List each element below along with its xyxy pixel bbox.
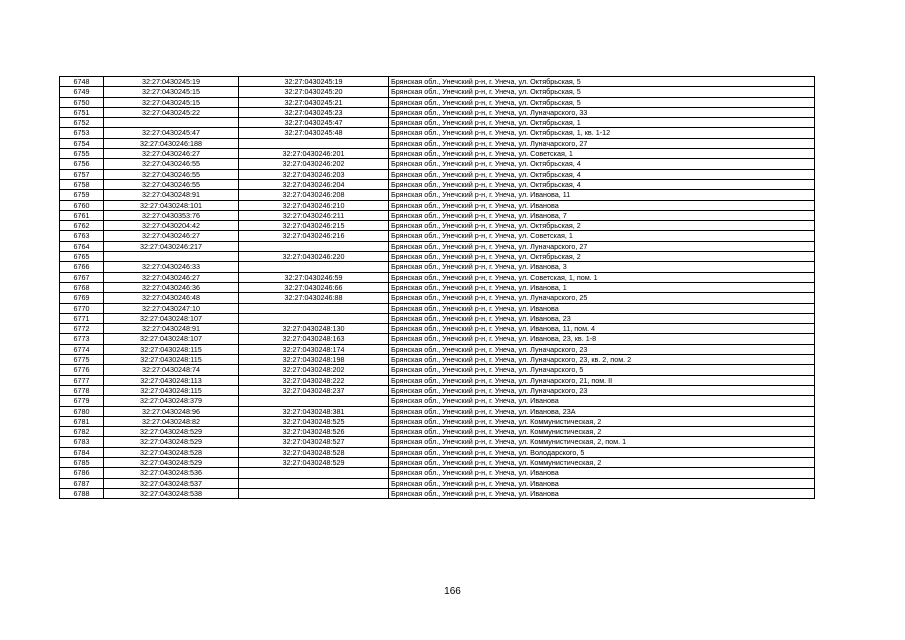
- cadastral-number-cell: 32:27:0430248:529: [104, 437, 239, 447]
- related-cadastral-number-cell: 32:27:0430248:174: [239, 344, 389, 354]
- address-cell: Брянская обл., Унечский р-н, г. Унеча, ул. Иванова, 7: [389, 210, 815, 220]
- table-row: [60, 375, 815, 385]
- cadastral-number-cell: 32:27:0430248:528: [104, 447, 239, 457]
- cadastral-number-cell: 32:27:0430248:107: [104, 313, 239, 323]
- row-number-cell: 6750: [60, 97, 104, 107]
- address-cell: Брянская обл., Унечский р-н, г. Унеча, ул. Луначарского, 23, кв. 2, пом. 2: [389, 355, 815, 365]
- address-cell: Брянская обл., Унечский р-н, г. Унеча, ул. Октябрьская, 1: [389, 118, 815, 128]
- address-cell: Брянская обл., Унечский р-н, г. Унеча, ул. Луначарского, 23: [389, 385, 815, 395]
- row-number-cell: 6773: [60, 334, 104, 344]
- table-row: [60, 221, 815, 231]
- row-number-cell: 6786: [60, 468, 104, 478]
- cadastral-number-cell: [104, 252, 239, 262]
- related-cadastral-number-cell: 32:27:0430246:220: [239, 252, 389, 262]
- related-cadastral-number-cell: [239, 262, 389, 272]
- address-cell: Брянская обл., Унечский р-н, г. Унеча, ул. Иванова: [389, 488, 815, 498]
- cadastral-number-cell: 32:27:0430248:115: [104, 355, 239, 365]
- related-cadastral-number-cell: 32:27:0430245:48: [239, 128, 389, 138]
- cadastral-number-cell: 32:27:0430248:537: [104, 478, 239, 488]
- row-number-cell: 6764: [60, 241, 104, 251]
- address-cell: Брянская обл., Унечский р-н, г. Унеча, ул. Коммунистическая, 2, пом. 1: [389, 437, 815, 447]
- cadastral-number-cell: [104, 118, 239, 128]
- cadastral-number-cell: 32:27:0430246:217: [104, 241, 239, 251]
- row-number-cell: 6758: [60, 179, 104, 189]
- related-cadastral-number-cell: 32:27:0430245:21: [239, 97, 389, 107]
- related-cadastral-number-cell: 32:27:0430246:208: [239, 190, 389, 200]
- table-row: [60, 313, 815, 323]
- cadastral-number-cell: 32:27:0430246:55: [104, 159, 239, 169]
- table-row: [60, 303, 815, 313]
- related-cadastral-number-cell: 32:27:0430246:59: [239, 272, 389, 282]
- row-number-cell: 6756: [60, 159, 104, 169]
- address-cell: Брянская обл., Унечский р-н, г. Унеча, ул. Коммунистическая, 2: [389, 427, 815, 437]
- related-cadastral-number-cell: [239, 303, 389, 313]
- table-row: [60, 282, 815, 292]
- cadastral-number-cell: 32:27:0430245:15: [104, 97, 239, 107]
- related-cadastral-number-cell: 32:27:0430245:20: [239, 87, 389, 97]
- table-row: [60, 179, 815, 189]
- cadastral-number-cell: 32:27:0430245:22: [104, 107, 239, 117]
- cadastral-number-cell: 32:27:0430245:15: [104, 87, 239, 97]
- table-row: [60, 262, 815, 272]
- row-number-cell: 6780: [60, 406, 104, 416]
- related-cadastral-number-cell: [239, 396, 389, 406]
- related-cadastral-number-cell: [239, 241, 389, 251]
- related-cadastral-number-cell: 32:27:0430248:222: [239, 375, 389, 385]
- cadastral-number-cell: 32:27:0430246:27: [104, 149, 239, 159]
- row-number-cell: 6768: [60, 282, 104, 292]
- table-row: [60, 252, 815, 262]
- cadastral-number-cell: 32:27:0430248:107: [104, 334, 239, 344]
- table-row: [60, 77, 815, 87]
- table-row: [60, 200, 815, 210]
- cadastral-number-cell: 32:27:0430248:115: [104, 385, 239, 395]
- address-cell: Брянская обл., Унечский р-н, г. Унеча, ул. Луначарского, 33: [389, 107, 815, 117]
- row-number-cell: 6775: [60, 355, 104, 365]
- row-number-cell: 6753: [60, 128, 104, 138]
- table-row: [60, 231, 815, 241]
- cadastral-number-cell: 32:27:0430245:47: [104, 128, 239, 138]
- cadastral-number-cell: 32:27:0430248:538: [104, 488, 239, 498]
- related-cadastral-number-cell: [239, 313, 389, 323]
- cadastral-number-cell: 32:27:0430248:536: [104, 468, 239, 478]
- table-row: [60, 365, 815, 375]
- row-number-cell: 6752: [60, 118, 104, 128]
- row-number-cell: 6776: [60, 365, 104, 375]
- table-row: [60, 159, 815, 169]
- address-cell: Брянская обл., Унечский р-н, г. Унеча, ул. Октябрьская, 2: [389, 221, 815, 231]
- row-number-cell: 6748: [60, 77, 104, 87]
- page-number: 166: [444, 586, 461, 597]
- row-number-cell: 6769: [60, 293, 104, 303]
- address-cell: Брянская обл., Унечский р-н, г. Унеча, ул. Октябрьская, 5: [389, 87, 815, 97]
- table-row: [60, 437, 815, 447]
- table-row: [60, 334, 815, 344]
- cadastral-number-cell: 32:27:0430246:48: [104, 293, 239, 303]
- address-cell: Брянская обл., Унечский р-н, г. Унеча, ул. Коммунистическая, 2: [389, 457, 815, 467]
- address-cell: Брянская обл., Унечский р-н, г. Унеча, ул. Советская, 1: [389, 149, 815, 159]
- row-number-cell: 6766: [60, 262, 104, 272]
- cadastral-number-cell: 32:27:0430246:27: [104, 231, 239, 241]
- row-number-cell: 6767: [60, 272, 104, 282]
- table-row: [60, 169, 815, 179]
- address-cell: Брянская обл., Унечский р-н, г. Унеча, ул. Октябрьская, 4: [389, 179, 815, 189]
- table-row: [60, 385, 815, 395]
- address-cell: Брянская обл., Унечский р-н, г. Унеча, ул. Иванова, 23: [389, 313, 815, 323]
- cadastral-number-cell: 32:27:0430245:19: [104, 77, 239, 87]
- cadastral-number-cell: 32:27:0430248:96: [104, 406, 239, 416]
- cadastral-number-cell: 32:27:0430246:55: [104, 179, 239, 189]
- address-cell: Брянская обл., Унечский р-н, г. Унеча, ул. Иванова, 11: [389, 190, 815, 200]
- related-cadastral-number-cell: 32:27:0430245:23: [239, 107, 389, 117]
- table-row: [60, 427, 815, 437]
- cadastral-number-cell: 32:27:0430248:379: [104, 396, 239, 406]
- cadastral-number-cell: 32:27:0430246:27: [104, 272, 239, 282]
- table-row: [60, 272, 815, 282]
- row-number-cell: 6760: [60, 200, 104, 210]
- related-cadastral-number-cell: 32:27:0430245:19: [239, 77, 389, 87]
- related-cadastral-number-cell: [239, 488, 389, 498]
- row-number-cell: 6783: [60, 437, 104, 447]
- row-number-cell: 6755: [60, 149, 104, 159]
- related-cadastral-number-cell: 32:27:0430248:525: [239, 416, 389, 426]
- table-row: [60, 355, 815, 365]
- table-row: [60, 118, 815, 128]
- address-cell: Брянская обл., Унечский р-н, г. Унеча, ул. Октябрьская, 1, кв. 1-12: [389, 128, 815, 138]
- table-row: [60, 478, 815, 488]
- related-cadastral-number-cell: 32:27:0430246:204: [239, 179, 389, 189]
- table-row: [60, 97, 815, 107]
- related-cadastral-number-cell: 32:27:0430248:527: [239, 437, 389, 447]
- address-cell: Брянская обл., Унечский р-н, г. Унеча, ул. Советская, 1: [389, 231, 815, 241]
- related-cadastral-number-cell: 32:27:0430248:202: [239, 365, 389, 375]
- row-number-cell: 6788: [60, 488, 104, 498]
- row-number-cell: 6759: [60, 190, 104, 200]
- related-cadastral-number-cell: 32:27:0430248:529: [239, 457, 389, 467]
- row-number-cell: 6763: [60, 231, 104, 241]
- row-number-cell: 6751: [60, 107, 104, 117]
- table-row: [60, 396, 815, 406]
- address-cell: Брянская обл., Унечский р-н, г. Унеча, ул. Иванова: [389, 468, 815, 478]
- table-row: [60, 457, 815, 467]
- table-row: [60, 241, 815, 251]
- table-row: [60, 210, 815, 220]
- cadastral-number-cell: 32:27:0430353:76: [104, 210, 239, 220]
- address-cell: Брянская обл., Унечский р-н, г. Унеча, ул. Иванова: [389, 303, 815, 313]
- related-cadastral-number-cell: [239, 138, 389, 148]
- row-number-cell: 6774: [60, 344, 104, 354]
- cadastral-number-cell: 32:27:0430248:91: [104, 190, 239, 200]
- address-cell: Брянская обл., Унечский р-н, г. Унеча, ул. Октябрьская, 4: [389, 169, 815, 179]
- cadastral-number-cell: 32:27:0430248:101: [104, 200, 239, 210]
- row-number-cell: 6757: [60, 169, 104, 179]
- related-cadastral-number-cell: 32:27:0430246:210: [239, 200, 389, 210]
- related-cadastral-number-cell: 32:27:0430246:215: [239, 221, 389, 231]
- related-cadastral-number-cell: 32:27:0430246:88: [239, 293, 389, 303]
- table-row: [60, 87, 815, 97]
- row-number-cell: 6779: [60, 396, 104, 406]
- address-cell: Брянская обл., Унечский р-н, г. Унеча, ул. Иванова, 23А: [389, 406, 815, 416]
- table-row: [60, 138, 815, 148]
- address-cell: Брянская обл., Унечский р-н, г. Унеча, ул. Коммунистическая, 2: [389, 416, 815, 426]
- table-row: [60, 128, 815, 138]
- address-cell: Брянская обл., Унечский р-н, г. Унеча, ул. Луначарского, 21, пом. II: [389, 375, 815, 385]
- related-cadastral-number-cell: 32:27:0430248:130: [239, 324, 389, 334]
- row-number-cell: 6770: [60, 303, 104, 313]
- table-row: [60, 468, 815, 478]
- related-cadastral-number-cell: 32:27:0430248:237: [239, 385, 389, 395]
- table-row: [60, 447, 815, 457]
- row-number-cell: 6762: [60, 221, 104, 231]
- address-cell: Брянская обл., Унечский р-н, г. Унеча, ул. Октябрьская, 4: [389, 159, 815, 169]
- related-cadastral-number-cell: 32:27:0430248:526: [239, 427, 389, 437]
- table-row: [60, 488, 815, 498]
- table-row: [60, 293, 815, 303]
- related-cadastral-number-cell: 32:27:0430248:198: [239, 355, 389, 365]
- cadastral-number-cell: 32:27:0430246:36: [104, 282, 239, 292]
- related-cadastral-number-cell: 32:27:0430245:47: [239, 118, 389, 128]
- table-row: [60, 190, 815, 200]
- cadastral-number-cell: 32:27:0430248:113: [104, 375, 239, 385]
- related-cadastral-number-cell: 32:27:0430248:381: [239, 406, 389, 416]
- cadastral-number-cell: 32:27:0430248:74: [104, 365, 239, 375]
- address-cell: Брянская обл., Унечский р-н, г. Унеча, ул. Иванова: [389, 396, 815, 406]
- cadastral-number-cell: 32:27:0430246:33: [104, 262, 239, 272]
- address-cell: Брянская обл., Унечский р-н, г. Унеча, ул. Иванова, 23, кв. 1-8: [389, 334, 815, 344]
- address-cell: Брянская обл., Унечский р-н, г. Унеча, ул. Октябрьская, 2: [389, 252, 815, 262]
- row-number-cell: 6785: [60, 457, 104, 467]
- related-cadastral-number-cell: [239, 478, 389, 488]
- related-cadastral-number-cell: 32:27:0430246:211: [239, 210, 389, 220]
- cadastral-table-body: [60, 77, 815, 499]
- row-number-cell: 6787: [60, 478, 104, 488]
- address-cell: Брянская обл., Унечский р-н, г. Унеча, ул. Октябрьская, 5: [389, 97, 815, 107]
- row-number-cell: 6777: [60, 375, 104, 385]
- cadastral-number-cell: 32:27:0430247:10: [104, 303, 239, 313]
- table-row: [60, 107, 815, 117]
- cadastral-number-cell: 32:27:0430248:115: [104, 344, 239, 354]
- related-cadastral-number-cell: 32:27:0430246:203: [239, 169, 389, 179]
- table-row: [60, 324, 815, 334]
- address-cell: Брянская обл., Унечский р-н, г. Унеча, ул. Луначарского, 23: [389, 344, 815, 354]
- cadastral-number-cell: 32:27:0430204:42: [104, 221, 239, 231]
- related-cadastral-number-cell: 32:27:0430246:66: [239, 282, 389, 292]
- related-cadastral-number-cell: 32:27:0430246:202: [239, 159, 389, 169]
- row-number-cell: 6781: [60, 416, 104, 426]
- address-cell: Брянская обл., Унечский р-н, г. Унеча, ул. Луначарского, 27: [389, 138, 815, 148]
- address-cell: Брянская обл., Унечский р-н, г. Унеча, ул. Иванова: [389, 478, 815, 488]
- cadastral-number-cell: 32:27:0430248:91: [104, 324, 239, 334]
- address-cell: Брянская обл., Унечский р-н, г. Унеча, ул. Октябрьская, 5: [389, 77, 815, 87]
- row-number-cell: 6782: [60, 427, 104, 437]
- table-row: [60, 344, 815, 354]
- table-row: [60, 416, 815, 426]
- address-cell: Брянская обл., Унечский р-н, г. Унеча, ул. Луначарского, 27: [389, 241, 815, 251]
- cadastral-table: [59, 76, 815, 499]
- row-number-cell: 6772: [60, 324, 104, 334]
- row-number-cell: 6784: [60, 447, 104, 457]
- address-cell: Брянская обл., Унечский р-н, г. Унеча, ул. Иванова, 11, пом. 4: [389, 324, 815, 334]
- row-number-cell: 6771: [60, 313, 104, 323]
- address-cell: Брянская обл., Унечский р-н, г. Унеча, ул. Володарского, 5: [389, 447, 815, 457]
- table-row: [60, 149, 815, 159]
- cadastral-number-cell: 32:27:0430246:188: [104, 138, 239, 148]
- address-cell: Брянская обл., Унечский р-н, г. Унеча, ул. Советская, 1, пом. 1: [389, 272, 815, 282]
- address-cell: Брянская обл., Унечский р-н, г. Унеча, ул. Иванова: [389, 200, 815, 210]
- row-number-cell: 6765: [60, 252, 104, 262]
- address-cell: Брянская обл., Унечский р-н, г. Унеча, ул. Иванова, 3: [389, 262, 815, 272]
- related-cadastral-number-cell: 32:27:0430248:163: [239, 334, 389, 344]
- cadastral-number-cell: 32:27:0430248:82: [104, 416, 239, 426]
- row-number-cell: 6749: [60, 87, 104, 97]
- row-number-cell: 6754: [60, 138, 104, 148]
- address-cell: Брянская обл., Унечский р-н, г. Унеча, ул. Луначарского, 5: [389, 365, 815, 375]
- related-cadastral-number-cell: 32:27:0430246:201: [239, 149, 389, 159]
- cadastral-number-cell: 32:27:0430248:529: [104, 427, 239, 437]
- related-cadastral-number-cell: 32:27:0430248:528: [239, 447, 389, 457]
- row-number-cell: 6761: [60, 210, 104, 220]
- cadastral-number-cell: 32:27:0430248:529: [104, 457, 239, 467]
- address-cell: Брянская обл., Унечский р-н, г. Унеча, ул. Иванова, 1: [389, 282, 815, 292]
- table-row: [60, 406, 815, 416]
- related-cadastral-number-cell: 32:27:0430246:216: [239, 231, 389, 241]
- cadastral-number-cell: 32:27:0430246:55: [104, 169, 239, 179]
- row-number-cell: 6778: [60, 385, 104, 395]
- address-cell: Брянская обл., Унечский р-н, г. Унеча, ул. Луначарского, 25: [389, 293, 815, 303]
- related-cadastral-number-cell: [239, 468, 389, 478]
